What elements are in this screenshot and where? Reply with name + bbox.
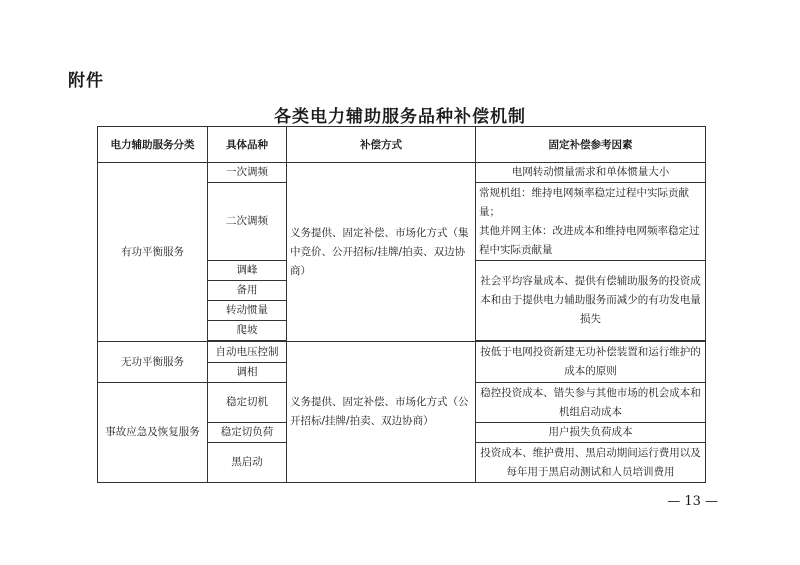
factor-stable-cut-load: 用户损失负荷成本 bbox=[476, 423, 706, 443]
attachment-heading: 附件 bbox=[68, 71, 104, 91]
category-active: 有功平衡服务 bbox=[98, 163, 208, 342]
item-stable-cut-gen: 稳定切机 bbox=[208, 383, 287, 423]
factor-reactive: 按低于电网投资新建无功补偿装置和运行维护的成本的原则 bbox=[476, 342, 706, 383]
page-number: — 13 — bbox=[667, 494, 718, 509]
factor-secondary-fm bbox=[476, 183, 706, 261]
header-factors: 固定补偿参考因素 bbox=[476, 127, 706, 163]
item-primary-fm: 一次调频 bbox=[208, 163, 287, 183]
factor-secondary-fm-other: 其他并网主体：改进成本和维持电网频率稳定过程中实际贡献量 bbox=[479, 224, 700, 256]
item-inertia: 转动惯量 bbox=[208, 301, 287, 321]
item-phase: 调相 bbox=[208, 363, 287, 383]
factor-secondary-fm-conventional: 常规机组：维持电网频率稳定过程中实际贡献量； bbox=[479, 186, 689, 218]
item-black-start: 黑启动 bbox=[208, 443, 287, 483]
factor-black-start: 投资成本、维护费用、黑启动期间运行费用以及每年用于黑启动测试和人员培训费用 bbox=[476, 443, 706, 483]
item-reserve: 备用 bbox=[208, 281, 287, 301]
table-row bbox=[98, 163, 706, 183]
header-item: 具体品种 bbox=[208, 127, 287, 163]
table-header-row bbox=[98, 127, 706, 163]
item-avc: 自动电压控制 bbox=[208, 342, 287, 363]
compensation-group2: 义务提供、固定补偿、市场化方式（公开招标/挂牌/拍卖、双边协商） bbox=[287, 342, 476, 483]
item-peak: 调峰 bbox=[208, 261, 287, 281]
compensation-table bbox=[97, 126, 706, 483]
factor-peak-group: 社会平均容量成本、提供有偿辅助服务的投资成本和由于提供电力辅助服务而减少的有功发电量损失 bbox=[476, 261, 706, 341]
factor-stable-cut-gen: 稳控投资成本、错失参与其他市场的机会成本和机组启动成本 bbox=[476, 383, 706, 423]
category-reactive: 无功平衡服务 bbox=[98, 342, 208, 383]
category-emergency: 事故应急及恢复服务 bbox=[98, 383, 208, 483]
item-ramp: 爬坡 bbox=[208, 321, 287, 341]
header-compensation: 补偿方式 bbox=[287, 127, 476, 163]
header-category: 电力辅助服务分类 bbox=[98, 127, 208, 163]
compensation-group1: 义务提供、固定补偿、市场化方式（集中竞价、公开招标/挂牌/拍卖、双边协商） bbox=[287, 163, 476, 342]
document-title: 各类电力辅助服务品种补偿机制 bbox=[274, 107, 526, 127]
item-secondary-fm: 二次调频 bbox=[208, 183, 287, 261]
factor-primary-fm: 电网转动惯量需求和单体惯量大小 bbox=[476, 163, 706, 183]
table-row bbox=[98, 342, 706, 363]
item-stable-cut-load: 稳定切负荷 bbox=[208, 423, 287, 443]
